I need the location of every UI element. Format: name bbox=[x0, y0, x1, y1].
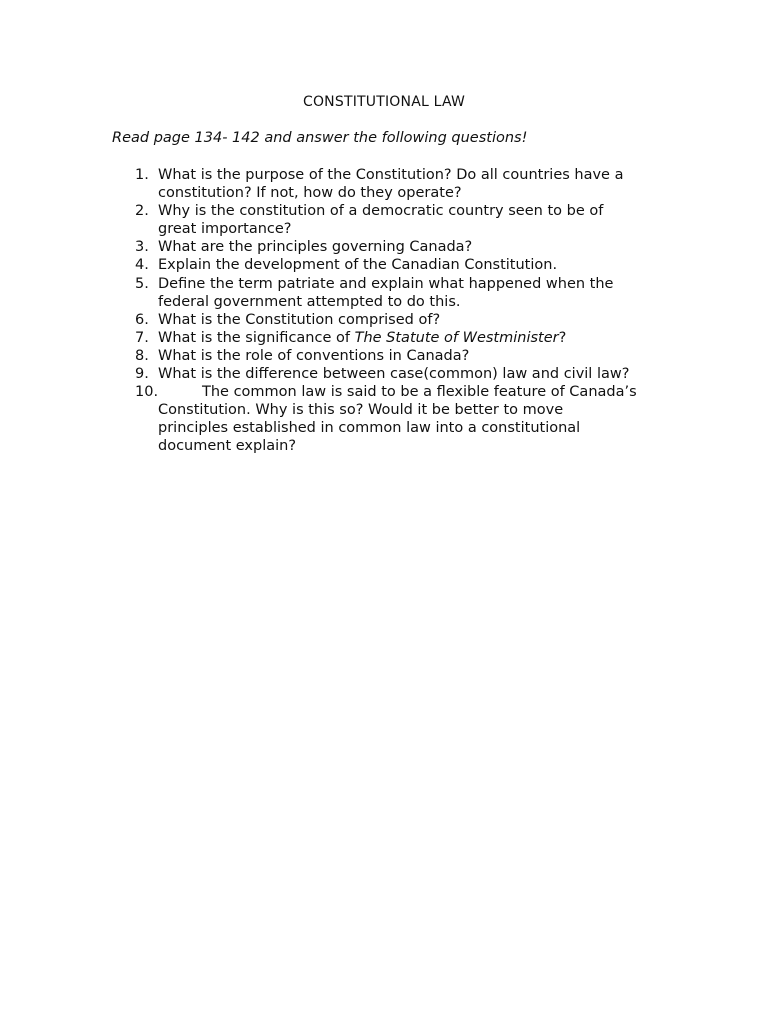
question-number: 5. bbox=[135, 275, 149, 292]
question-text: What are the principles governing Canada? bbox=[158, 239, 473, 256]
document-title: CONSTITUTIONAL LAW bbox=[302, 94, 465, 110]
question-number: 2. bbox=[135, 203, 149, 220]
question-item bbox=[0, 329, 768, 347]
question-text-start: What is the significance of bbox=[158, 329, 355, 346]
question-text: The common law is said to be a flexible feature of Canada’s Constitution. Why is this so? Would it be better to move principles established in common law into a constitutional document explain? bbox=[158, 384, 637, 455]
question-item bbox=[0, 311, 768, 329]
question-number: 10. bbox=[135, 384, 159, 401]
question-number: 1. bbox=[135, 167, 149, 183]
question-text: Explain the development of the Canadian Constitution. bbox=[158, 257, 558, 274]
question-item bbox=[0, 202, 768, 238]
question-text: What is the difference between case(common) law and civil law? bbox=[158, 366, 630, 383]
question-text bbox=[158, 329, 658, 347]
question-item bbox=[0, 383, 768, 455]
question-text: Define the term patriate and explain what happened when the federal government attempted to do this. bbox=[158, 275, 614, 310]
question-item bbox=[0, 275, 768, 311]
question-item bbox=[0, 256, 768, 274]
question-text: Why is the constitution of a democratic country seen to be of great importance? bbox=[158, 203, 604, 238]
question-number: 7. bbox=[135, 329, 149, 346]
question-item bbox=[0, 166, 768, 202]
question-number: 9. bbox=[135, 366, 149, 383]
reading-instruction: Read page 134- 142 and answer the following questions! bbox=[112, 130, 528, 146]
question-list bbox=[0, 166, 768, 456]
question-text: What is the purpose of the Constitution? Do all countries have a constitution? If not, how do they operate? bbox=[158, 167, 624, 202]
question-text-end: ? bbox=[558, 329, 567, 346]
statute-title: The Statute of Westminister bbox=[354, 329, 559, 346]
question-item bbox=[0, 238, 768, 256]
question-item bbox=[0, 365, 768, 383]
question-number: 8. bbox=[135, 347, 149, 364]
question-number: 4. bbox=[135, 257, 149, 274]
question-number: 3. bbox=[135, 239, 149, 256]
question-text: What is the role of conventions in Canada? bbox=[158, 347, 470, 364]
question-item bbox=[0, 347, 768, 365]
question-text: What is the Constitution comprised of? bbox=[158, 311, 441, 328]
question-number: 6. bbox=[135, 311, 149, 328]
